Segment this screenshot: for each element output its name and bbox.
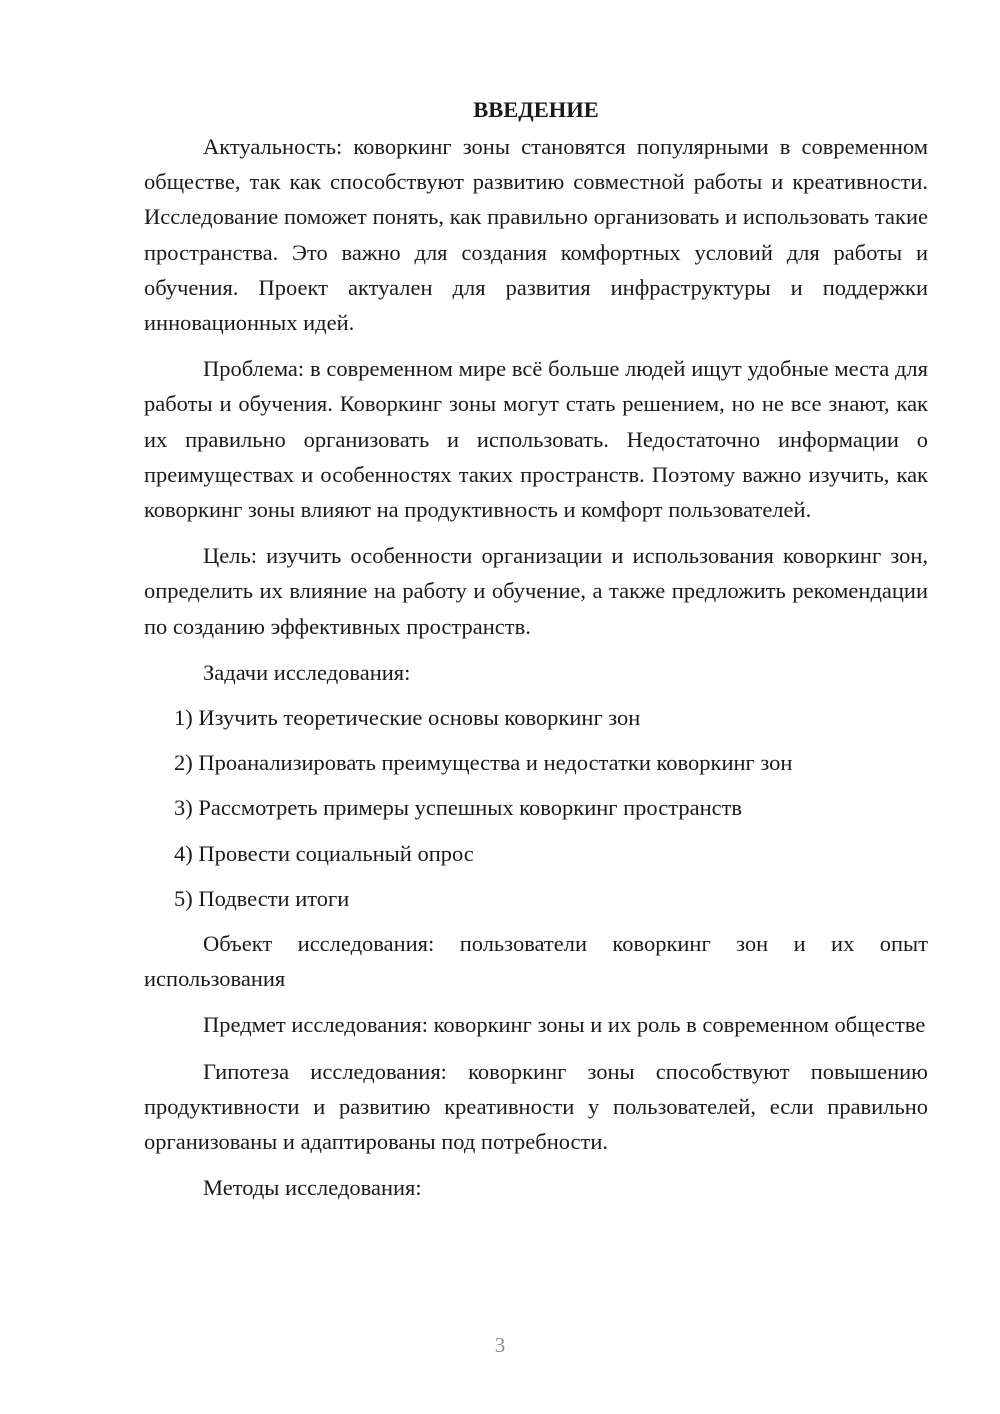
task-item-1: 1) Изучить теоретические основы коворкинг зон <box>174 705 641 731</box>
page-number: 3 <box>494 1333 506 1357</box>
goal-paragraph: Цель: изучить особенности организации и использования коворкинг зон, определить их влияние на работу и обучение, а также предложить рекомендации по созданию эффективных пространств. <box>144 543 928 639</box>
page-content <box>144 92 928 1215</box>
problem-paragraph: Проблема: в современном мире всё больше людей ищут удобные места для работы и обучения. Коворкинг зоны могут стать решением, но не все знают, как их правильно организовать и использовать. Недостаточно информации о преимуществах и особенностях таких пространств. Поэтому важно изучить, как коворкинг зоны влияют на продуктивность и комфорт пользователей. <box>144 356 928 523</box>
object-paragraph: Объект исследования: пользователи коворкинг зон и их опыт использования <box>144 931 928 992</box>
task-item-3: 3) Рассмотреть примеры успешных коворкинг пространств <box>174 795 743 821</box>
tasks-list <box>144 700 928 916</box>
hypothesis-paragraph: Гипотеза исследования: коворкинг зоны способствуют повышению продуктивности и развитию креативности у пользователей, если правильно организованы и адаптированы под потребности. <box>144 1058 928 1155</box>
task-item-5: 5) Подвести итоги <box>174 885 350 911</box>
methods-title: Методы исследования: <box>203 1175 422 1201</box>
subject-paragraph: Предмет исследования: коворкинг зоны и их роль в современном обществе <box>203 1012 926 1038</box>
task-item-2: 2) Проанализировать преимущества и недостатки коворкинг зон <box>174 750 793 776</box>
task-item-4: 4) Провести социальный опрос <box>174 840 474 866</box>
relevance-paragraph: Актуальность: коворкинг зоны становятся популярными в современном обществе, так как способствуют развитию совместной работы и креативности. Исследование поможет понять, как правильно организовать и использовать такие пространства. Это важно для создания комфортных условий для работы и обучения. Проект актуален для развития инфраструктуры и поддержки инновационных идей. <box>144 134 928 336</box>
section-heading: ВВЕДЕНИЕ <box>473 97 599 122</box>
tasks-title: Задачи исследования: <box>203 659 411 685</box>
